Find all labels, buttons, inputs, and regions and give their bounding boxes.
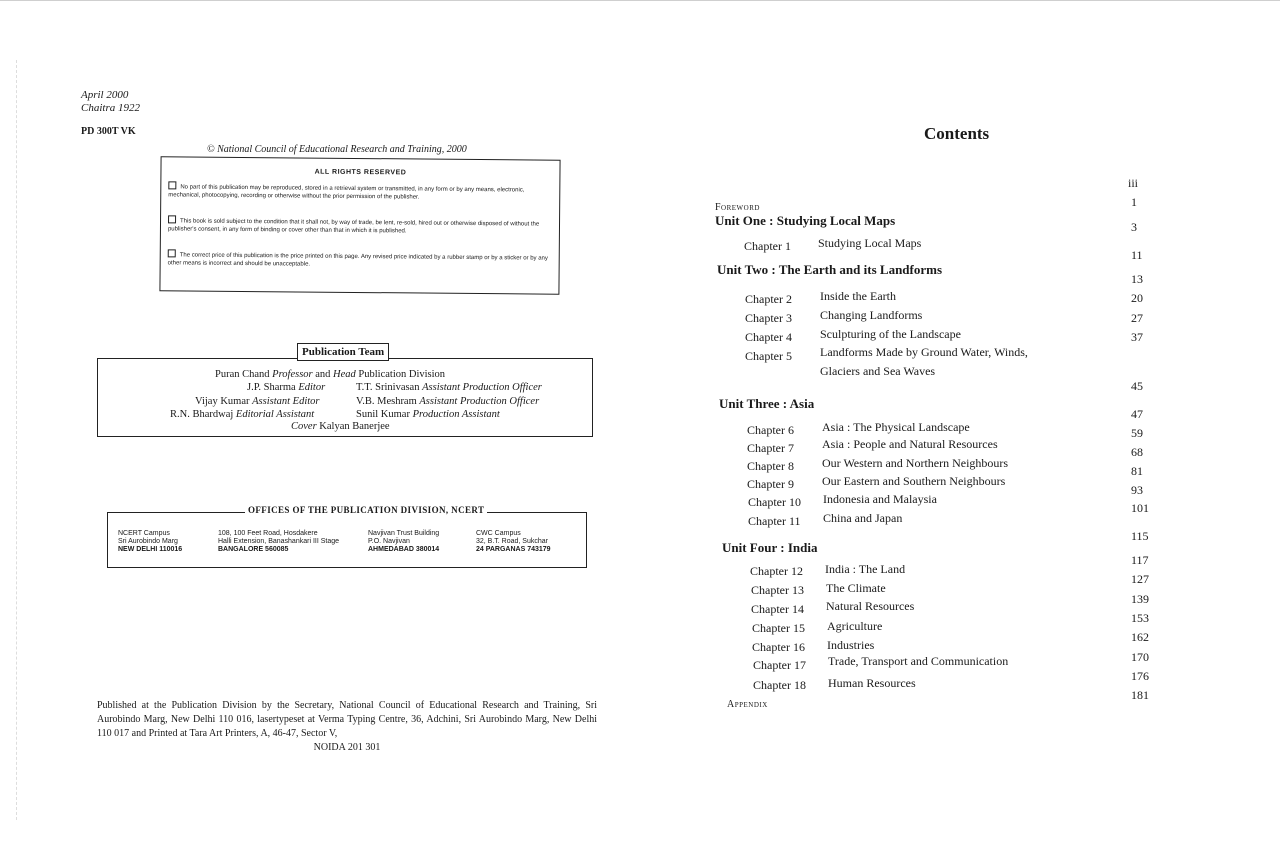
toc-chapter-label: Chapter 1 xyxy=(744,239,791,253)
office-address: Navjivan Trust Building P.O. Navjivan AHMEDABAD 380014 xyxy=(368,530,440,553)
toc-chapter-title: Asia : People and Natural Resources xyxy=(822,437,998,451)
toc-page-number: 181 xyxy=(1131,688,1149,702)
toc-page-number: 11 xyxy=(1131,248,1143,262)
office-address: CWC Campus 32, B.T. Road, Sukchar 24 PARGANAS 743179 xyxy=(476,530,551,553)
toc-chapter-label: Chapter 16 xyxy=(752,640,805,654)
toc-chapter-label: Chapter 11 xyxy=(748,514,801,528)
edition-line-2: Chaitra 1922 xyxy=(81,102,140,114)
toc-chapter-label: Chapter 18 xyxy=(753,678,806,692)
toc-chapter-label: Chapter 4 xyxy=(745,330,792,344)
rights-paragraph: The correct price of this publication is the price printed on this page. Any revised price indicated by a rubber stamp or by a sticker or by any other means is incorrect and should be unacceptable. xyxy=(168,249,553,270)
toc-chapter-title: Studying Local Maps xyxy=(818,236,922,250)
team-head-line: Puran Chand Professor and Head Publication Division xyxy=(215,369,446,380)
checkbox-icon xyxy=(168,215,176,223)
print-code: PD 300T VK xyxy=(81,126,136,137)
offices-title: OFFICES OF THE PUBLICATION DIVISION, NCERT xyxy=(245,505,487,515)
toc-page-number: 117 xyxy=(1131,553,1149,567)
toc-page-number: 68 xyxy=(1131,445,1143,459)
toc-chapter-title: Asia : The Physical Landscape xyxy=(822,420,970,434)
toc-unit-title: Unit Three : Asia xyxy=(719,396,815,411)
contents-title: Contents xyxy=(924,124,990,143)
office-address: 108, 100 Feet Road, Hosdakere Halli Extension, Banashankari III Stage BANGALORE 560085 xyxy=(218,530,340,553)
toc-chapter-label: Chapter 2 xyxy=(745,292,792,306)
toc-chapter-title: Our Western and Northern Neighbours xyxy=(822,456,1009,470)
toc-chapter-label: Chapter 9 xyxy=(747,477,794,491)
toc-chapter-title: Changing Landforms xyxy=(820,308,923,322)
edition-dates xyxy=(81,89,140,115)
toc-page-number: iii xyxy=(1128,176,1139,190)
edition-line-1: April 2000 xyxy=(81,89,129,101)
toc-page-number: 176 xyxy=(1131,669,1149,683)
team-member: V.B. Meshram Assistant Production Officer xyxy=(356,396,540,407)
toc-chapter-label: Chapter 10 xyxy=(748,495,801,509)
toc-page-number: 20 xyxy=(1131,291,1143,305)
toc-page-number: 127 xyxy=(1131,572,1149,586)
rights-paragraph: This book is sold subject to the condition that it shall not, by way of trade, be lent, re-sold, hired out or otherwise disposed of without the publisher's consent, in any form of binding or cover other than that in which it is published. xyxy=(168,215,553,236)
toc-chapter-title: Agriculture xyxy=(827,619,883,633)
toc-unit-title: Unit Four : India xyxy=(722,540,818,555)
toc-chapter-title: Inside the Earth xyxy=(820,289,896,303)
team-cover-credit: Cover Kalyan Banerjee xyxy=(291,421,390,432)
toc-page-number: 139 xyxy=(1131,592,1149,606)
toc-page-number: 115 xyxy=(1131,529,1149,543)
toc-page-number: 47 xyxy=(1131,407,1143,421)
toc-chapter-label: Chapter 6 xyxy=(747,423,794,437)
toc-page-number: 27 xyxy=(1131,311,1143,325)
office-address: NCERT Campus Sri Aurobindo Marg NEW DELHI 110016 xyxy=(118,530,183,553)
contents-page xyxy=(640,0,1280,859)
team-member: T.T. Srinivasan Assistant Production Officer xyxy=(356,382,542,393)
copyright-line: © National Council of Educational Research and Training, 2000 xyxy=(207,144,467,155)
toc-chapter-title: Our Eastern and Southern Neighbours xyxy=(822,474,1006,488)
toc-chapter-title: Human Resources xyxy=(828,676,916,690)
toc-chapter-label: Chapter 17 xyxy=(753,658,806,672)
toc-page-number: 170 xyxy=(1131,650,1149,664)
toc-chapter-title-continued: Glaciers and Sea Waves xyxy=(820,364,936,378)
toc-chapter-title: Industries xyxy=(827,638,875,652)
toc-chapter-label: Chapter 13 xyxy=(751,583,804,597)
rights-paragraph: No part of this publication may be reproduced, stored in a retrieval system or transmitted, in any form or by any means, electronic, mechanical, photocopying, recording or otherwise without the prior permission of the publisher. xyxy=(168,181,553,202)
toc-chapter-title: China and Japan xyxy=(823,511,903,525)
toc-page-number: 162 xyxy=(1131,630,1149,644)
toc-page-number: 45 xyxy=(1131,379,1143,393)
toc-chapter-label: Chapter 12 xyxy=(750,564,803,578)
toc-page-number: 1 xyxy=(1131,195,1137,209)
team-member: J.P. Sharma Editor xyxy=(247,382,326,393)
toc-chapter-title: India : The Land xyxy=(825,562,906,576)
checkbox-icon xyxy=(168,181,176,189)
toc-page-number: 13 xyxy=(1131,272,1143,286)
toc-page-number: 59 xyxy=(1131,426,1143,440)
team-member: R.N. Bhardwaj Editorial Assistant xyxy=(170,409,315,420)
toc-chapter-title: Landforms Made by Ground Water, Winds, xyxy=(820,345,1028,359)
toc-chapter-title: Indonesia and Malaysia xyxy=(823,492,937,506)
toc-foreword: Foreword xyxy=(715,202,760,213)
rights-title: ALL RIGHTS RESERVED xyxy=(314,168,407,177)
toc-chapter-title: Sculpturing of the Landscape xyxy=(820,327,961,341)
toc-chapter-label: Chapter 3 xyxy=(745,311,792,325)
team-member: Vijay Kumar Assistant Editor xyxy=(195,396,320,407)
toc-page-number: 37 xyxy=(1131,330,1143,344)
toc-chapter-label: Chapter 14 xyxy=(751,602,804,616)
toc-chapter-title: The Climate xyxy=(826,581,886,595)
toc-page-number: 3 xyxy=(1131,220,1137,234)
toc-chapter-title: Natural Resources xyxy=(826,599,915,613)
checkbox-icon xyxy=(168,249,176,257)
toc-chapter-label: Chapter 15 xyxy=(752,621,805,635)
publisher-imprint: Published at the Publication Division by the Secretary, National Council of Educational Research and Training, Sri Aurobindo Marg, New Delhi 110 016, lasertypeset at Verma Typing Centre, 36, Adchini, Sri Aurobindo Marg, New Delhi 110 017 and Printed at Tara Art Printers, A, 46-47, Sector V, NOIDA 201 301 xyxy=(97,700,597,753)
toc-chapter-label: Chapter 7 xyxy=(747,441,794,455)
toc-page-number: 153 xyxy=(1131,611,1149,625)
toc-chapter-label: Chapter 5 xyxy=(745,349,792,363)
rights-reserved-box xyxy=(159,156,560,294)
toc-page-number: 101 xyxy=(1131,501,1149,515)
toc-chapter-label: Chapter 8 xyxy=(747,459,794,473)
toc-page-number: 81 xyxy=(1131,464,1143,478)
toc-unit-title: Unit One : Studying Local Maps xyxy=(715,213,896,228)
toc-page-number: 93 xyxy=(1131,483,1143,497)
toc-unit-title: Unit Two : The Earth and its Landforms xyxy=(717,262,943,277)
team-member: Sunil Kumar Production Assistant xyxy=(356,409,500,420)
toc-chapter-title: Trade, Transport and Communication xyxy=(828,654,1009,668)
toc-appendix: Appendix xyxy=(727,699,768,710)
publication-team-title: Publication Team xyxy=(297,343,389,361)
